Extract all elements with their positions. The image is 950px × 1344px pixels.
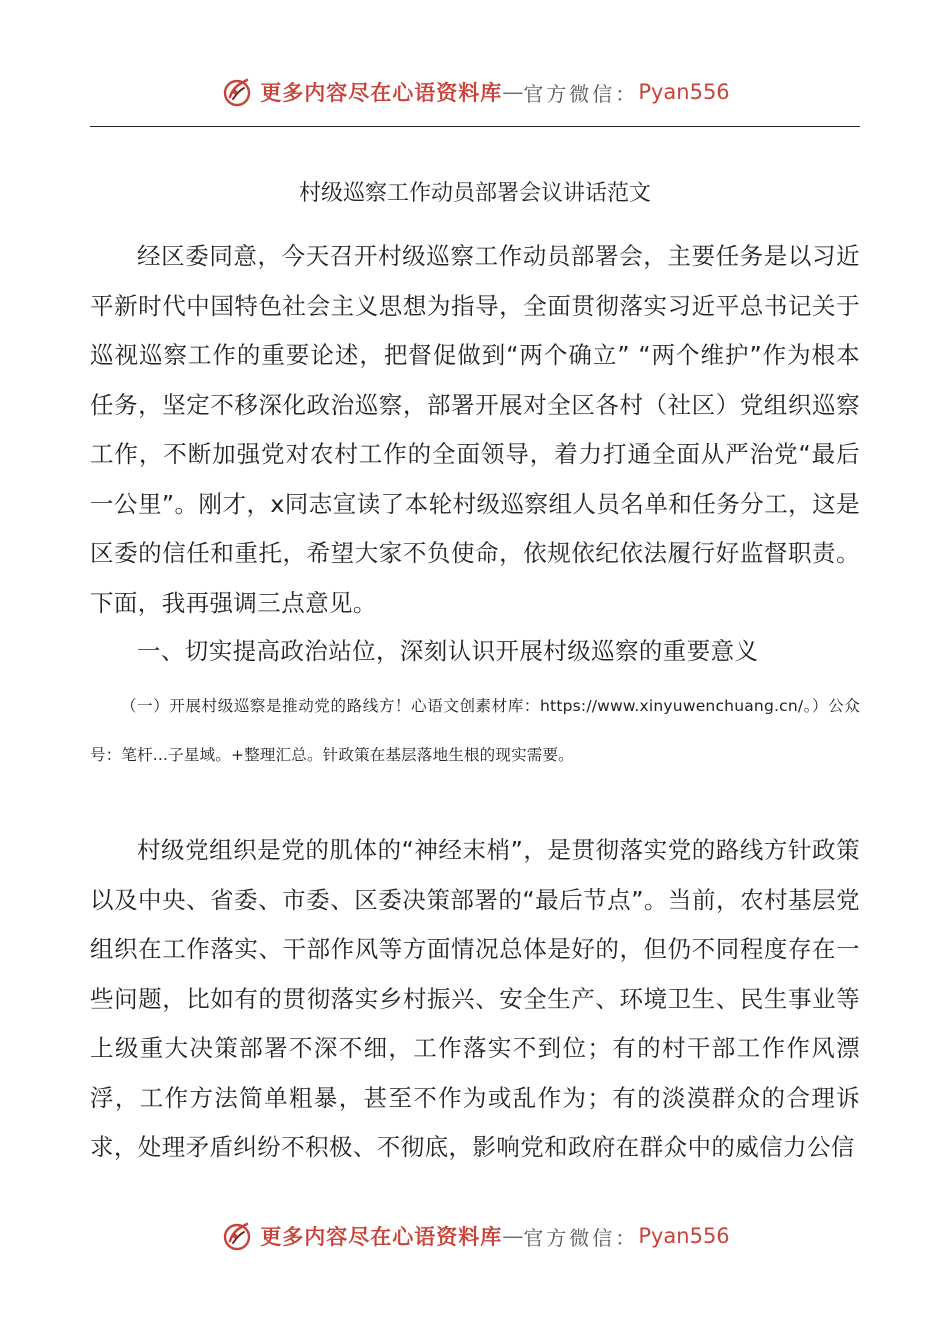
banner-brand-text: 更多内容尽在心语资料库 bbox=[260, 80, 503, 105]
banner-dash: — bbox=[502, 80, 524, 104]
paragraph-intro: 经区委同意，今天召开村级巡察工作动员部署会，主要任务是以习近平新时代中国特色社会主义思想为指导，全面贯彻落实习近平总书记关于巡视巡察工作的重要论述，把督促做到“两个确立” “两个维护”作为根本任务，坚定不移深化政治巡察，部署开展对全区各村（社区）党组织巡察工作，不断加强党对农村工作的全面领导，着力打通全面从严治党“最后一公里”。刚才，x同志宣读了本轮村级巡察组人员名单和任务分工，这是区委的信任和重托，希望大家不负使命，依规依纪依法履行好监督职责。下面，我再强调三点意见。 bbox=[90, 242, 860, 617]
banner-wechat-id: Pyan556 bbox=[638, 1224, 730, 1248]
banner-wechat-label: 官方微信： bbox=[523, 81, 639, 106]
banner-wechat-label: 官方微信： bbox=[523, 1225, 639, 1250]
header-divider bbox=[90, 126, 860, 127]
sub-heading-1: （一）开展村级巡察是推动党的路线方！心语文创素材库：https://www.xinyuwenchuang.cn/。）公众号：笔杆...子星域。+整理汇总。针政策在基层落地生根的现实需要。 bbox=[90, 697, 860, 764]
document-title: 村级巡察工作动员部署会议讲话范文 bbox=[298, 181, 651, 206]
banner-brand-text: 更多内容尽在心语资料库 bbox=[260, 1224, 503, 1249]
footer-banner bbox=[0, 1216, 950, 1256]
paragraph-2: 村级党组织是党的肌体的“神经末梢”，是贯彻落实党的路线方针政策以及中央、省委、市委、区委决策部署的“最后节点”。当前，农村基层党组织在工作落实、干部作风等方面情况总体是好的，但仍不同程度存在一些问题，比如有的贯彻落实乡村振兴、安全生产、环境卫生、民生事业等上级重大决策部署不深不细，工作落实不到位；有的村干部工作作风漂浮，工作方法简单粗暴，甚至不作为或乱作为；有的淡漠群众的合理诉求，处理矛盾纠纷不积极、不彻底，影响党和政府在群众中的威信力公信 bbox=[90, 836, 860, 1161]
header-banner bbox=[0, 72, 950, 112]
section-heading-1: 一、切实提高政治站位，深刻认识开展村级巡察的重要意义 bbox=[137, 637, 759, 665]
brand-logo-icon bbox=[220, 75, 254, 109]
banner-dash: — bbox=[502, 1224, 524, 1248]
brand-logo-icon bbox=[220, 1219, 254, 1253]
banner-wechat-id: Pyan556 bbox=[638, 80, 730, 104]
